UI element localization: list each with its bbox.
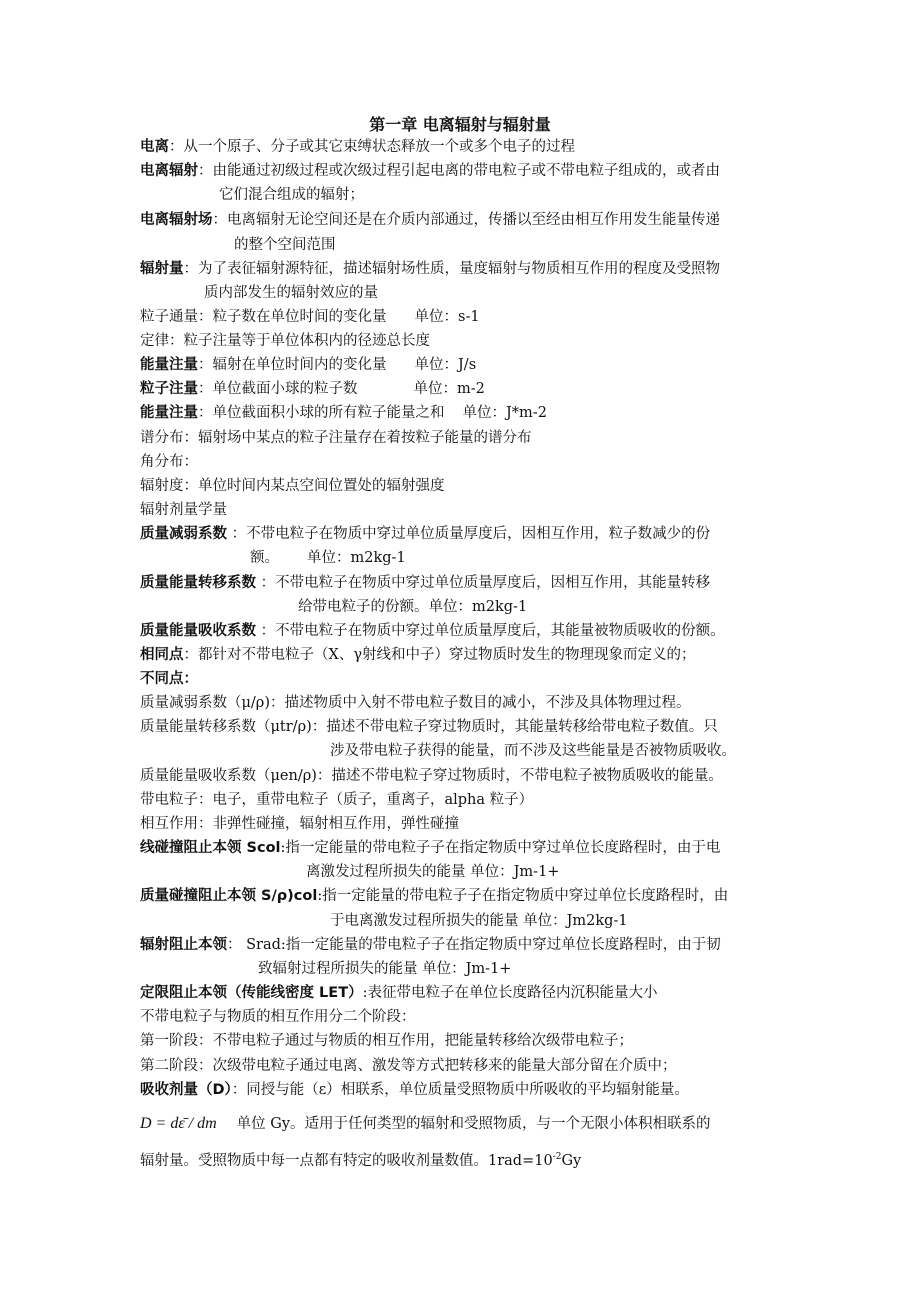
term: 质量减弱系数 — [140, 526, 227, 542]
text: 辐射量。受照物质中每一点都有特定的吸收剂量数值。1rad=10 — [140, 1153, 553, 1169]
mass-energy-transfer-cont: 给带电粒子的份额。单位：m2kg-1 — [298, 599, 528, 615]
text: ：单位截面积小球的所有粒子能量之和 — [198, 405, 445, 421]
def-radiation-field-cont: 的整个空间范围 — [234, 237, 336, 253]
def-ionizing-radiation-cont: 它们混合组成的辐射； — [219, 187, 364, 203]
unit: Gy — [561, 1153, 582, 1169]
text: 额。 — [250, 550, 279, 566]
mass-collision-stopping — [140, 886, 728, 906]
particle-flux — [140, 307, 480, 327]
text: :表征带电粒子在单位长度路径内沉积能量大小 — [362, 985, 658, 1001]
def-radiation-quantity — [140, 259, 720, 279]
term: 电离辐射场 — [140, 212, 213, 228]
stage-one: 第一阶段：不带电粒子通过与物质的相互作用，把能量转移给次级带电粒子； — [140, 1033, 633, 1049]
unit: 单位：J*m-2 — [462, 405, 547, 421]
dose-formula-line — [140, 1114, 711, 1134]
term: 相同点 — [140, 647, 184, 663]
def-ionization — [140, 137, 575, 157]
text: ：不带电粒子在物质中穿过单位质量厚度后，因相互作用，粒子数减少的份 — [227, 526, 711, 542]
particle-fluence — [140, 379, 485, 399]
mass-attenuation — [140, 524, 710, 544]
unit: 单位：s-1 — [414, 309, 480, 325]
term: 辐射阻止本领 — [140, 937, 227, 953]
dose-desc-cont — [140, 1151, 581, 1171]
term: 质量能量转移系数 — [140, 575, 256, 591]
similarity — [140, 645, 696, 665]
text: ：电离辐射无论空间还是在介质内部通过，传播以至经由相互作用发生能量传递 — [212, 212, 720, 228]
dose-formula: D = dε̄ / dm — [140, 1115, 217, 1132]
term: 能量注量 — [140, 405, 198, 421]
restricted-stopping — [140, 983, 657, 1003]
term: 吸收剂量（D） — [140, 1082, 232, 1098]
exponent: -2 — [552, 1152, 562, 1163]
def-radiation-quantity-cont: 质内部发生的辐射效应的量 — [204, 285, 378, 301]
text: ：同授与能（ε）相联系，单位质量受照物质中所吸收的平均辐射能量。 — [231, 1082, 689, 1098]
mass-energy-absorption — [140, 621, 725, 641]
def-ionizing-radiation — [140, 161, 720, 181]
absorbed-dose — [140, 1080, 689, 1100]
text: ： — [183, 671, 198, 687]
dose-desc: 单位 Gy。适用于任何类型的辐射和受照物质，与一个无限小体积相联系的 — [236, 1116, 711, 1132]
energy-flux — [140, 355, 476, 375]
term: 辐射量 — [140, 261, 184, 277]
text: ：单位截面小球的粒子数 — [198, 381, 358, 397]
angular: 角分布： — [140, 454, 198, 470]
diff-attenuation: 质量减弱系数（μ/ρ)：描述物质中入射不带电粒子数目的减小，不涉及具体物理过程。 — [140, 695, 691, 711]
law: 定律：粒子注量等于单位体积内的径迹总长度 — [140, 333, 430, 349]
linear-collision-stopping — [140, 838, 720, 858]
radiative-stopping — [140, 935, 721, 955]
term: 不同点 — [140, 671, 184, 687]
term: 质量能量吸收系数 — [140, 623, 256, 639]
text: ：不带电粒子在物质中穿过单位质量厚度后，因相互作用，其能量转移 — [256, 575, 711, 591]
unit: 单位：m2kg-1 — [307, 550, 406, 566]
diff-transfer: 质量能量转移系数（μtr/ρ)：描述不带电粒子穿过物质时，其能量转移给带电粒子数值。只 — [140, 719, 718, 735]
difference — [140, 669, 198, 689]
text: ：不带电粒子在物质中穿过单位质量厚度后，其能量被物质吸收的份额。 — [256, 623, 725, 639]
text: 粒子通量：粒子数在单位时间的变化量 — [140, 309, 387, 325]
text: ：由能通过初级过程或次级过程引起电离的带电粒子或不带电粒子组成的，或者由 — [198, 163, 720, 179]
linear-collision-stopping-cont: 离激发过程所损失的能量 单位：Jm-1+ — [306, 864, 560, 880]
text: :指一定能量的带电粒子子在指定物质中穿过单位长度路程时，由 — [317, 888, 729, 904]
diff-transfer-cont: 涉及带电粒子获得的能量，而不涉及这些能量是否被物质吸收。 — [330, 743, 736, 759]
chapter-title: 第一章 电离辐射与辐射量 — [369, 115, 551, 134]
term: 电离 — [140, 139, 169, 155]
diff-absorption: 质量能量吸收系数（μen/ρ)：描述不带电粒子穿过物质时，不带电粒子被物质吸收的能量。 — [140, 768, 723, 784]
dosimetry: 辐射剂量学量 — [140, 502, 227, 518]
radiative-stopping-cont: 致辐射过程所损失的能量 单位：Jm-1+ — [258, 961, 512, 977]
text: ： Srad:指一定能量的带电粒子子在指定物质中穿过单位长度路程时，由于韧 — [227, 937, 721, 953]
mass-energy-transfer — [140, 573, 710, 593]
term: 能量注量 — [140, 357, 198, 373]
mass-attenuation-cont — [250, 548, 406, 568]
energy-fluence — [140, 403, 547, 423]
radiance: 辐射度：单位时间内某点空间位置处的辐射强度 — [140, 478, 445, 494]
text: :指一定能量的带电粒子子在指定物质中穿过单位长度路程时，由于电 — [280, 840, 721, 856]
def-radiation-field — [140, 210, 720, 230]
term: 粒子注量 — [140, 381, 198, 397]
term: 质量碰撞阻止本领 S/ρ)col — [140, 888, 318, 904]
interactions: 相互作用：非弹性碰撞，辐射相互作用，弹性碰撞 — [140, 816, 459, 832]
unit: 单位：m-2 — [413, 381, 485, 397]
text: ：都针对不带电粒子（X、γ射线和中子）穿过物质时发生的物理现象而定义的； — [183, 647, 696, 663]
mass-collision-stopping-cont: 于电离激发过程所损失的能量 单位：Jm2kg-1 — [330, 913, 628, 929]
stage-two: 第二阶段：次级带电粒子通过电离、激发等方式把转移来的能量大部分留在介质中； — [140, 1058, 677, 1074]
term: 电离辐射 — [140, 163, 198, 179]
term: 线碰撞阻止本领 Scol — [140, 840, 281, 856]
term: 定限阻止本领（传能线密度 LET） — [140, 985, 363, 1001]
text: ：从一个原子、分子或其它束缚状态释放一个或多个电子的过程 — [169, 139, 575, 155]
text: ：辐射在单位时间内的变化量 — [198, 357, 387, 373]
unit: 单位：J/s — [414, 357, 477, 373]
charged-particles: 带电粒子：电子，重带电粒子（质子，重离子，alpha 粒子） — [140, 792, 534, 808]
text: ：为了表征辐射源特征，描述辐射场性质，量度辐射与物质相互作用的程度及受照物 — [183, 261, 720, 277]
two-stages: 不带电粒子与物质的相互作用分二个阶段： — [140, 1009, 416, 1025]
spectrum: 谱分布：辐射场中某点的粒子注量存在着按粒子能量的谱分布 — [140, 430, 532, 446]
